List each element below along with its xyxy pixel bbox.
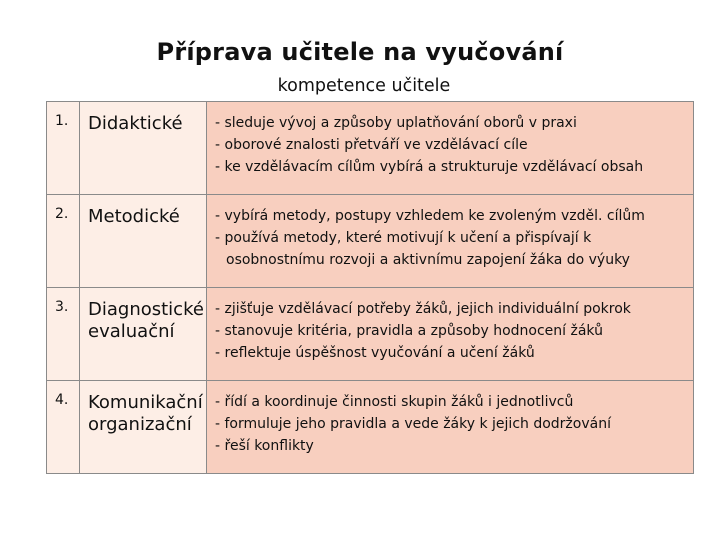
- description-line: - reflektuje úspěšnost vyučování a učení žáků: [215, 345, 535, 361]
- competence-name: [80, 102, 207, 195]
- description-line: - zjišťuje vzdělávací potřeby žáků, jejich individuální pokrok: [215, 301, 631, 317]
- competence-description: [207, 288, 694, 381]
- competence-name-line: Didaktické: [88, 113, 183, 134]
- competence-name-line: Diagnostické: [88, 299, 204, 320]
- page-title: Příprava učitele na vyučování: [156, 38, 564, 66]
- description-line: - sleduje vývoj a způsoby uplatňování oborů v praxi: [215, 115, 577, 131]
- row-number: 4.: [47, 381, 80, 474]
- competence-name: [80, 288, 207, 381]
- table-row: [47, 288, 694, 381]
- competence-name-line: evaluační: [88, 321, 175, 342]
- competence-name: [80, 381, 207, 474]
- row-number: 3.: [47, 288, 80, 381]
- competence-name-line: organizační: [88, 414, 192, 435]
- competence-description: [207, 381, 694, 474]
- table-row: [47, 102, 694, 195]
- row-number: 2.: [47, 195, 80, 288]
- description-line: - oborové znalosti přetváří ve vzdělávací cíle: [215, 137, 528, 153]
- row-number: 1.: [47, 102, 80, 195]
- competence-description: [207, 102, 694, 195]
- competence-description: [207, 195, 694, 288]
- description-line: - řídí a koordinuje činnosti skupin žáků i jednotlivců: [215, 394, 574, 410]
- competence-name: [80, 195, 207, 288]
- description-line: - ke vzdělávacím cílům vybírá a strukturuje vzdělávací obsah: [215, 159, 644, 175]
- table-row: [47, 195, 694, 288]
- description-line: - vybírá metody, postupy vzhledem ke zvoleným vzděl. cílům: [215, 208, 645, 224]
- competence-table: [46, 101, 694, 474]
- competence-name-line: Komunikační: [88, 392, 203, 413]
- description-line: - řeší konflikty: [215, 438, 314, 454]
- description-line: osobnostnímu rozvoji a aktivnímu zapojení žáka do výuky: [226, 252, 630, 268]
- description-line: - stanovuje kritéria, pravidla a způsoby hodnocení žáků: [215, 323, 603, 339]
- description-line: - používá metody, které motivují k učení a přispívají k: [215, 230, 592, 246]
- table-row: [47, 381, 694, 474]
- description-line: - formuluje jeho pravidla a vede žáky k jejich dodržování: [215, 416, 611, 432]
- competence-name-line: Metodické: [88, 206, 180, 227]
- page-subtitle: kompetence učitele: [277, 76, 451, 96]
